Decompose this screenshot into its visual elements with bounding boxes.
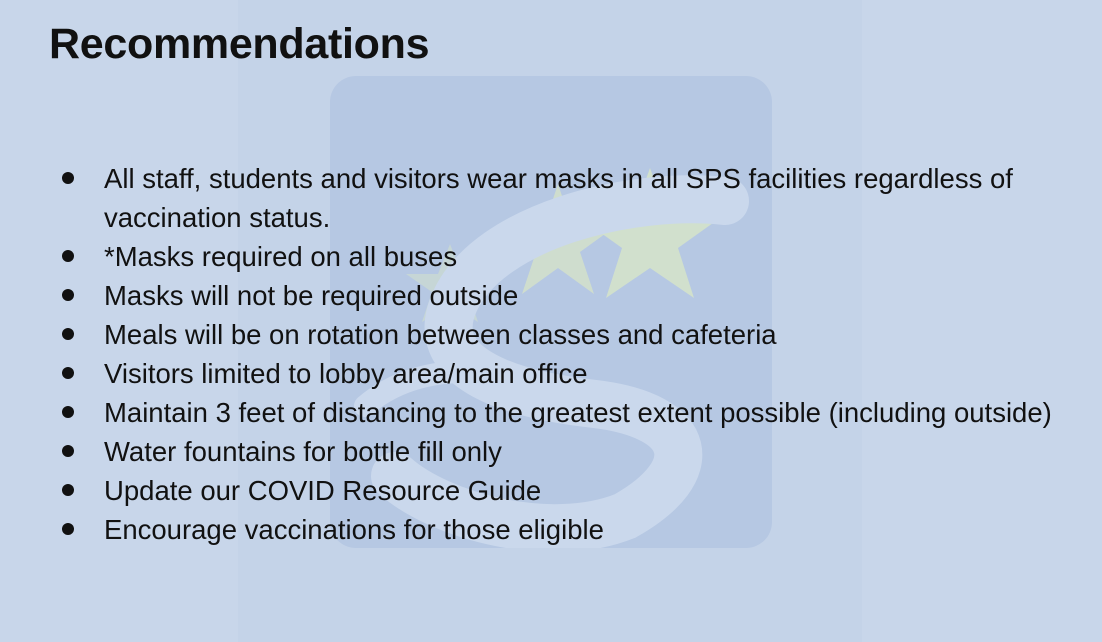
list-item (104, 432, 1064, 471)
list-item-text: Visitors limited to lobby area/main office (104, 358, 588, 389)
list-item (104, 354, 1064, 393)
bullet-dot-icon (62, 523, 74, 535)
slide-title: Recommendations (49, 20, 430, 68)
list-item (104, 276, 1064, 315)
bullet-dot-icon (62, 367, 74, 379)
bullet-dot-icon (62, 445, 74, 457)
bullet-dot-icon (62, 172, 74, 184)
list-item-text: Update our COVID Resource Guide (104, 475, 542, 506)
bullet-dot-icon (62, 406, 74, 418)
list-item-text: Maintain 3 feet of distancing to the greatest extent possible (including outside) (104, 397, 1052, 428)
list-item-text: Encourage vaccinations for those eligible (104, 514, 604, 545)
bullet-dot-icon (62, 328, 74, 340)
list-item (104, 510, 1064, 549)
recommendations-list (104, 159, 1064, 549)
bullet-dot-icon (62, 289, 74, 301)
list-item-text: Water fountains for bottle fill only (104, 436, 502, 467)
list-item-text: *Masks required on all buses (104, 241, 458, 272)
bullet-dot-icon (62, 484, 74, 496)
list-item (104, 471, 1064, 510)
bullet-dot-icon (62, 250, 74, 262)
list-item (104, 315, 1064, 354)
list-item (104, 237, 1064, 276)
list-item-text: Masks will not be required outside (104, 280, 519, 311)
list-item-text: Meals will be on rotation between classes and cafeteria (104, 319, 777, 350)
list-item (104, 393, 1064, 432)
list-item (104, 159, 1064, 237)
list-item-text: All staff, students and visitors wear masks in all SPS facilities regardless of vaccination status. (104, 163, 1013, 233)
